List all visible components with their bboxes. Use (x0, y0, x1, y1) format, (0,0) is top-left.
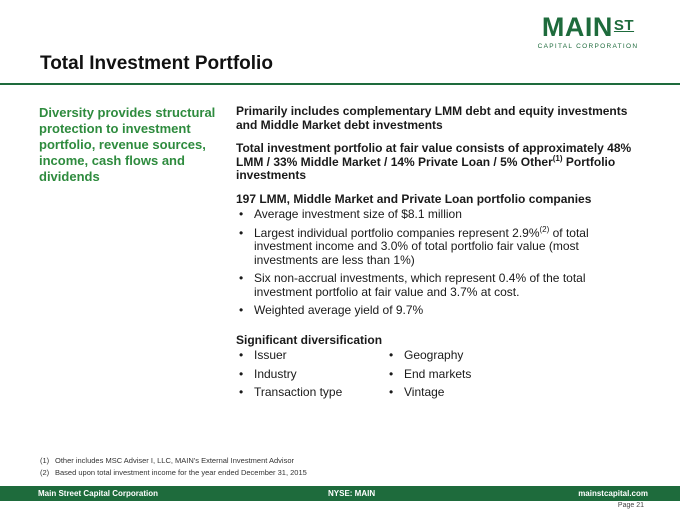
bullet-icon: • (239, 366, 244, 381)
footnote-ref-1: (1) (552, 153, 563, 163)
list-item (236, 272, 636, 299)
footnote (40, 467, 307, 479)
list-item (236, 208, 636, 222)
diversification-heading: Significant diversification (236, 332, 383, 347)
bullet-icon: • (239, 385, 244, 399)
companies-heading: 197 LMM, Middle Market and Private Loan portfolio companies (236, 191, 592, 206)
bullet-icon: • (239, 207, 244, 221)
list-item (236, 368, 386, 382)
company-logo (533, 14, 643, 50)
list-item-text: Vintage (404, 385, 445, 399)
main-content (236, 105, 636, 405)
bullet-icon: • (389, 385, 394, 399)
list-item-text: Largest individual portfolio companies represent 2.9% (254, 225, 540, 240)
bullet-icon: • (239, 303, 244, 317)
list-item (386, 349, 536, 363)
footnote-number: (1) (40, 456, 50, 465)
logo-subtitle: CAPITAL CORPORATION (537, 43, 639, 50)
footnote-number: (2) (40, 468, 50, 477)
footnote-text: Other includes MSC Adviser I, LLC, MAIN's External Investment Advisor (55, 456, 295, 465)
bullet-icon: • (389, 366, 394, 381)
list-item (386, 368, 536, 382)
paragraph-fair-value-text: Total investment portfolio at fair value consists of approximately 48% LMM / 33% Middle Market / 14% Private Loan / 5% Other (236, 141, 632, 169)
paragraph-fair-value (236, 142, 636, 183)
footnote-text: Based upon total investment income for the year ended December 31, 2015 (55, 468, 307, 477)
list-item-text: of total investment income and 3.0% of total portfolio fair value (most investments are less than 1%) (254, 225, 589, 267)
footer-website: mainstcapital.com (578, 489, 648, 498)
logo-wordmark (533, 14, 643, 41)
list-item-text: Geography (404, 348, 464, 362)
list-item-text: Transaction type (254, 385, 343, 399)
bullet-icon: • (389, 348, 394, 362)
list-item (386, 386, 536, 400)
paragraph-fair-value-tail: Portfolio investments (236, 154, 616, 182)
footnotes (40, 455, 307, 479)
diversification-columns (236, 349, 636, 405)
page-title: Total Investment Portfolio (40, 53, 273, 74)
list-item-text: Average investment size of $8.1 million (254, 207, 462, 221)
diversification-col-1 (236, 349, 386, 405)
footnote (40, 455, 307, 467)
diversification-col-2 (386, 349, 536, 405)
list-item-text: Weighted average yield of 9.7% (254, 303, 424, 317)
paragraph-composition: Primarily includes complementary LMM debt and equity investments and Middle Market debt investments (236, 104, 628, 132)
title-divider (0, 83, 680, 85)
list-item (236, 349, 386, 363)
footnote-ref-2: (2) (539, 224, 550, 234)
footer-ticker: NYSE: MAIN (328, 489, 376, 498)
bullet-icon: • (239, 348, 244, 362)
bullet-icon: • (239, 271, 244, 285)
list-item (236, 386, 386, 400)
footer-bar (0, 486, 680, 501)
left-callout: Diversity provides structural protection to investment portfolio, revenue sources, income, cash flows and dividends (39, 105, 216, 184)
logo-main-text: MAIN (541, 12, 613, 42)
companies-list (236, 208, 636, 318)
list-item-text: Issuer (254, 348, 287, 362)
page-number: Page 21 (617, 502, 644, 509)
bullet-icon: • (239, 225, 244, 240)
list-item-text: Industry (254, 366, 297, 381)
list-item-text: End markets (404, 366, 472, 381)
list-item (236, 304, 636, 318)
logo-st-text: ST (613, 17, 635, 34)
list-item (236, 224, 636, 268)
footer-company: Main Street Capital Corporation (38, 489, 159, 498)
list-item-text: Six non-accrual investments, which represent 0.4% of the total investment portfolio at fair value and 3.7% at cost. (254, 271, 586, 299)
